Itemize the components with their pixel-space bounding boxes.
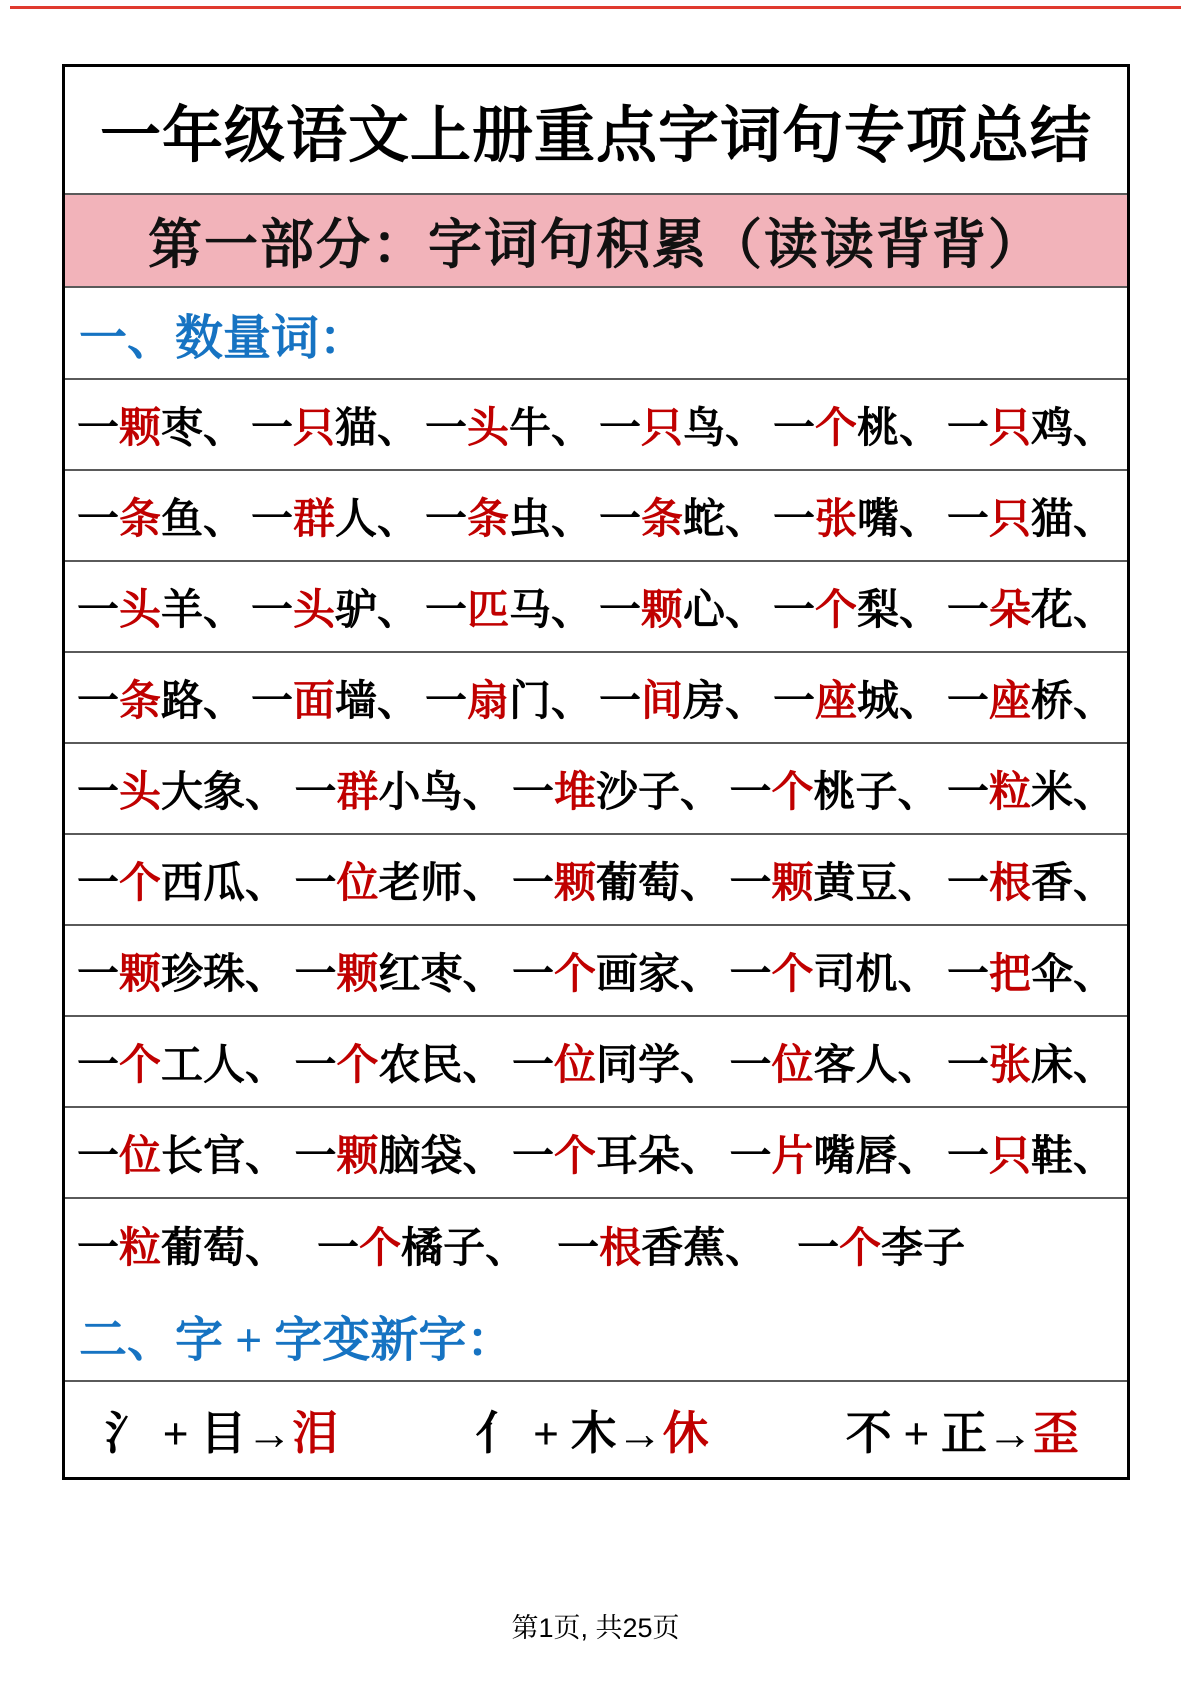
measure-word-item: [512, 850, 722, 910]
text-segment: 一: [772, 405, 815, 452]
text-segment: 嘴唇、: [813, 1133, 940, 1180]
text-segment: 农民、: [378, 1042, 505, 1089]
text-segment: 一: [511, 1133, 554, 1180]
measure-word-highlight: 面: [293, 678, 336, 725]
measure-word-highlight: 个: [119, 1042, 162, 1089]
measure-word-item: [512, 759, 722, 819]
measure-word-item: [773, 577, 941, 637]
text-segment: 一: [797, 1225, 840, 1272]
measure-word-item: [729, 1032, 939, 1092]
measure-word-item: [773, 486, 941, 546]
measure-word-highlight: 头: [466, 405, 509, 452]
page-number: 第1页, 共25页: [511, 1613, 680, 1643]
text-segment: 一: [294, 1133, 337, 1180]
measure-word-row: [65, 653, 1127, 744]
measure-word-highlight: 个: [771, 769, 814, 816]
char-combination-item: [846, 1397, 1079, 1463]
text-segment: 一: [946, 587, 989, 634]
measure-word-item: [425, 577, 593, 637]
measure-word-item: [425, 395, 593, 455]
text-segment: 床、: [1030, 1042, 1115, 1089]
text-segment: 一: [294, 769, 337, 816]
text-segment: 一: [294, 1042, 337, 1089]
measure-word-item: [947, 486, 1115, 546]
text-segment: 鸡、: [1030, 405, 1115, 452]
text-segment: 一: [77, 1225, 120, 1272]
text-segment: 香蕉、: [641, 1225, 768, 1272]
page-title: 一年级语文上册重点字词句专项总结: [65, 67, 1127, 195]
text-segment: 黄豆、: [813, 860, 940, 907]
measure-word-highlight: 朵: [988, 587, 1031, 634]
text-segment: 一: [250, 496, 293, 543]
text-segment: 一: [424, 405, 467, 452]
measure-word-row: [65, 471, 1127, 562]
text-segment: 一: [250, 678, 293, 725]
text-segment: 一: [946, 678, 989, 725]
text-segment: 墙、: [335, 678, 420, 725]
text-segment: 一: [77, 951, 120, 998]
text-segment: 一: [729, 860, 772, 907]
measure-word-highlight: 把: [988, 951, 1031, 998]
text-segment: 一: [772, 587, 815, 634]
text-segment: 一: [946, 951, 989, 998]
char-combination-item: [105, 1397, 338, 1463]
text-segment: 猫、: [335, 405, 420, 452]
measure-word-item: [947, 1032, 1115, 1092]
measure-word-highlight: 颗: [119, 951, 162, 998]
measure-word-highlight: 颗: [640, 587, 683, 634]
text-segment: 一: [77, 496, 120, 543]
measure-word-highlight: 个: [771, 951, 814, 998]
text-segment: 虫、: [509, 496, 594, 543]
measure-word-highlight: 个: [119, 860, 162, 907]
text-segment: 牛、: [509, 405, 594, 452]
measure-word-highlight: 只: [293, 405, 336, 452]
measure-word-item: [947, 941, 1115, 1001]
measure-word-highlight: 只: [640, 405, 683, 452]
measure-word-item: [773, 395, 941, 455]
measure-word-highlight: 头: [293, 587, 336, 634]
measure-word-item: [729, 941, 939, 1001]
text-segment: 路、: [161, 678, 246, 725]
measure-word-highlight: 只: [988, 496, 1031, 543]
measure-word-item: [729, 1123, 939, 1183]
text-segment: 西瓜、: [161, 860, 288, 907]
measure-word-item: [947, 395, 1115, 455]
measure-word-item: [77, 668, 245, 728]
measure-word-highlight: 条: [119, 678, 162, 725]
text-segment: 一: [772, 678, 815, 725]
measure-word-item: [512, 1123, 722, 1183]
text-segment: 人、: [335, 496, 420, 543]
text-segment: 城、: [856, 678, 941, 725]
text-segment: 一: [729, 951, 772, 998]
measure-word-item: [77, 1215, 287, 1275]
text-segment: 米、: [1030, 769, 1115, 816]
measure-word-item: [317, 1215, 527, 1275]
top-red-divider: [10, 6, 1181, 9]
measure-word-item: [557, 1215, 767, 1275]
measure-word-item: [77, 577, 245, 637]
text-segment: 一: [77, 860, 120, 907]
measure-word-highlight: 个: [359, 1225, 402, 1272]
text-segment: 枣、: [161, 405, 246, 452]
text-segment: 客人、: [813, 1042, 940, 1089]
measure-word-item: [425, 486, 593, 546]
measure-word-highlight: 位: [119, 1133, 162, 1180]
measure-word-item: [729, 850, 939, 910]
measure-word-row: [65, 1199, 1127, 1290]
measure-word-highlight: 位: [553, 1042, 596, 1089]
text-segment: 葡萄、: [596, 860, 723, 907]
text-segment: 不 + 正→: [845, 1407, 1033, 1459]
measure-word-item: [599, 395, 767, 455]
text-segment: 一: [511, 951, 554, 998]
text-segment: 一: [424, 587, 467, 634]
measure-word-item: [77, 759, 287, 819]
measure-word-highlight: 张: [814, 496, 857, 543]
text-segment: 老师、: [378, 860, 505, 907]
section-banner: 第一部分：字词句积累（读读背背）: [65, 195, 1127, 288]
text-segment: 香、: [1030, 860, 1115, 907]
text-segment: 花、: [1030, 587, 1115, 634]
measure-word-highlight: 个: [814, 405, 857, 452]
measure-word-highlight: 匹: [466, 587, 509, 634]
text-segment: 嘴、: [856, 496, 941, 543]
measure-word-highlight: 个: [814, 587, 857, 634]
text-segment: 一: [424, 496, 467, 543]
text-segment: 一: [946, 1133, 989, 1180]
text-segment: 一: [946, 860, 989, 907]
text-segment: 一: [250, 587, 293, 634]
measure-word-item: [294, 850, 504, 910]
measure-word-item: [77, 1123, 287, 1183]
heading-char-combination: 二、字 + 字变新字：: [65, 1290, 1127, 1382]
text-segment: 一: [77, 769, 120, 816]
measure-word-row: [65, 1108, 1127, 1199]
measure-word-highlight: 条: [640, 496, 683, 543]
measure-word-item: [729, 759, 939, 819]
text-segment: 一: [294, 860, 337, 907]
measure-word-highlight: 扇: [466, 678, 509, 725]
measure-word-item: [77, 850, 287, 910]
measure-word-item: [77, 395, 245, 455]
measure-word-highlight: 个: [553, 951, 596, 998]
text-segment: 一: [77, 678, 120, 725]
text-segment: 李子: [881, 1225, 966, 1272]
text-segment: 耳朵、: [596, 1133, 723, 1180]
text-segment: 一: [77, 587, 120, 634]
text-segment: 马、: [509, 587, 594, 634]
measure-word-row: [65, 562, 1127, 653]
measure-word-item: [294, 1123, 504, 1183]
text-segment: 脑袋、: [378, 1133, 505, 1180]
measure-word-highlight: 歪: [1033, 1407, 1079, 1459]
measure-word-item: [251, 577, 419, 637]
text-segment: 鞋、: [1030, 1133, 1115, 1180]
text-segment: 亻 + 木→: [475, 1407, 663, 1459]
worksheet-table: [62, 64, 1130, 1480]
text-segment: 一: [511, 769, 554, 816]
measure-word-highlight: 位: [771, 1042, 814, 1089]
measure-word-item: [294, 1032, 504, 1092]
text-segment: 珍珠、: [161, 951, 288, 998]
measure-word-highlight: 根: [599, 1225, 642, 1272]
text-segment: 氵 + 目→: [105, 1407, 293, 1459]
text-segment: 桥、: [1030, 678, 1115, 725]
measure-word-highlight: 条: [466, 496, 509, 543]
text-segment: 一: [598, 678, 641, 725]
measure-word-highlight: 只: [988, 405, 1031, 452]
text-segment: 桃、: [856, 405, 941, 452]
text-segment: 一: [511, 1042, 554, 1089]
text-segment: 一: [946, 769, 989, 816]
measure-word-item: [251, 395, 419, 455]
text-segment: 桃子、: [813, 769, 940, 816]
measure-word-item: [425, 668, 593, 728]
measure-word-highlight: 片: [771, 1133, 814, 1180]
text-segment: 心、: [682, 587, 767, 634]
measure-word-highlight: 泪: [292, 1407, 339, 1459]
measure-word-item: [947, 577, 1115, 637]
measure-word-row: [65, 380, 1127, 471]
text-segment: 猫、: [1030, 496, 1115, 543]
measure-word-highlight: 颗: [771, 860, 814, 907]
measure-word-highlight: 间: [640, 678, 683, 725]
text-segment: 羊、: [161, 587, 246, 634]
measure-word-highlight: 个: [336, 1042, 379, 1089]
text-segment: 大象、: [161, 769, 288, 816]
text-segment: 一: [946, 1042, 989, 1089]
measure-word-item: [947, 668, 1115, 728]
measure-word-item: [947, 1123, 1115, 1183]
text-segment: 一: [77, 1133, 120, 1180]
measure-word-highlight: 群: [293, 496, 336, 543]
text-segment: 小鸟、: [378, 769, 505, 816]
measure-word-highlight: 粒: [988, 769, 1031, 816]
measure-word-row: [65, 835, 1127, 926]
measure-word-item: [797, 1215, 965, 1275]
text-segment: 一: [511, 860, 554, 907]
measure-word-item: [294, 941, 504, 1001]
text-segment: 一: [294, 951, 337, 998]
measure-word-highlight: 头: [119, 769, 162, 816]
text-segment: 门、: [509, 678, 594, 725]
text-segment: 红枣、: [378, 951, 505, 998]
char-combination-row: [65, 1382, 1127, 1477]
text-segment: 一: [77, 1042, 120, 1089]
text-segment: 一: [557, 1225, 600, 1272]
text-segment: 蛇、: [682, 496, 767, 543]
text-segment: 一: [598, 496, 641, 543]
text-segment: 画家、: [596, 951, 723, 998]
measure-word-item: [947, 759, 1115, 819]
measure-word-highlight: 条: [119, 496, 162, 543]
measure-word-row: [65, 1017, 1127, 1108]
text-segment: 一: [598, 587, 641, 634]
measure-word-highlight: 位: [336, 860, 379, 907]
measure-word-highlight: 粒: [119, 1225, 162, 1272]
measure-word-highlight: 休: [662, 1407, 709, 1459]
text-segment: 一: [598, 405, 641, 452]
text-segment: 伞、: [1030, 951, 1115, 998]
measure-word-highlight: 个: [553, 1133, 596, 1180]
text-segment: 一: [946, 405, 989, 452]
measure-word-item: [251, 486, 419, 546]
text-segment: 房、: [682, 678, 767, 725]
text-segment: 一: [946, 496, 989, 543]
measure-word-highlight: 颗: [336, 951, 379, 998]
text-segment: 一: [772, 496, 815, 543]
text-segment: 司机、: [813, 951, 940, 998]
measure-word-item: [512, 941, 722, 1001]
measure-word-highlight: 颗: [119, 405, 162, 452]
measure-word-highlight: 张: [988, 1042, 1031, 1089]
measure-word-row: [65, 744, 1127, 835]
text-segment: 一: [424, 678, 467, 725]
measure-word-highlight: 个: [839, 1225, 882, 1272]
heading-measure-words: 一、数量词：: [65, 288, 1127, 380]
text-segment: 鱼、: [161, 496, 246, 543]
measure-word-item: [599, 668, 767, 728]
measure-word-highlight: 根: [988, 860, 1031, 907]
text-segment: 一: [317, 1225, 360, 1272]
text-segment: 橘子、: [401, 1225, 528, 1272]
measure-word-highlight: 群: [336, 769, 379, 816]
text-segment: 沙子、: [596, 769, 723, 816]
measure-word-highlight: 头: [119, 587, 162, 634]
text-segment: 梨、: [856, 587, 941, 634]
measure-word-item: [294, 759, 504, 819]
measure-word-item: [77, 1032, 287, 1092]
measure-word-item: [599, 486, 767, 546]
text-segment: 工人、: [161, 1042, 288, 1089]
measure-word-highlight: 只: [988, 1133, 1031, 1180]
text-segment: 一: [77, 405, 120, 452]
measure-word-highlight: 颗: [553, 860, 596, 907]
measure-word-highlight: 颗: [336, 1133, 379, 1180]
text-segment: 一: [729, 1042, 772, 1089]
measure-word-item: [947, 850, 1115, 910]
measure-word-item: [77, 941, 287, 1001]
measure-word-item: [599, 577, 767, 637]
char-combination-item: [475, 1397, 708, 1463]
text-segment: 长官、: [161, 1133, 288, 1180]
measure-word-item: [773, 668, 941, 728]
text-segment: 鸟、: [682, 405, 767, 452]
text-segment: 驴、: [335, 587, 420, 634]
measure-word-highlight: 堆: [553, 769, 596, 816]
text-segment: 葡萄、: [161, 1225, 288, 1272]
text-segment: 同学、: [596, 1042, 723, 1089]
measure-word-rows: [65, 380, 1127, 1290]
measure-word-highlight: 座: [814, 678, 857, 725]
measure-word-item: [251, 668, 419, 728]
measure-word-highlight: 座: [988, 678, 1031, 725]
measure-word-item: [77, 486, 245, 546]
measure-word-row: [65, 926, 1127, 1017]
text-segment: 一: [250, 405, 293, 452]
text-segment: 一: [729, 1133, 772, 1180]
measure-word-item: [512, 1032, 722, 1092]
text-segment: 一: [729, 769, 772, 816]
